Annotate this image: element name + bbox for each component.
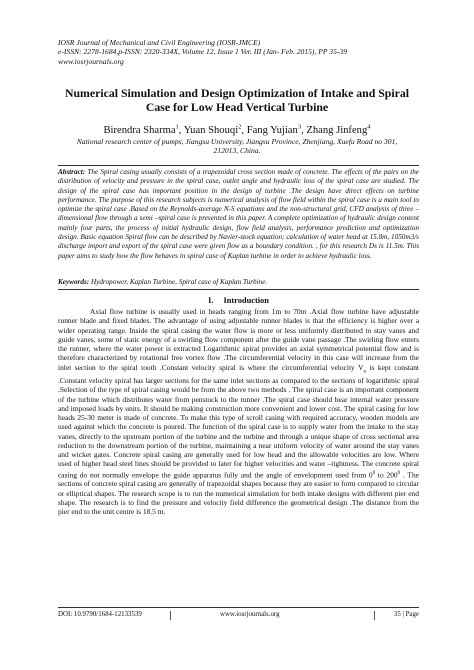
footer-separator (170, 611, 171, 620)
body-paragraph (58, 307, 419, 516)
author-affil-mark: 1 (175, 123, 179, 131)
section-title: Introduction (223, 296, 269, 305)
abstract-top-rule (58, 165, 419, 166)
author-name: Fang Yujian (246, 125, 298, 136)
abstract-bottom-rule (58, 289, 419, 290)
body-text: is kept constant .Constant velocity spiral has larger sections for the same inlet sections as compared to the sections of logarithmic spiral .Selection of the type of spiral casing would be from the above two methods . The spiral case is an important component of the turbine which distributes water from penstock to the runner .The spiral case should bear internal water pressure and imposed loads by units. It should be making construction more convenient and lower cost. The spiral casing for low heads 25-30 meter is made of concrete. To make this type of scroll casing with required accuracy, wooden models are used against which the concrete is poured. The function of the spiral case is to supply water from the intake to the stay vanes, directly to the upstream portion of the turbine and the turbine and through a unique shape of cross sectional area reduction to the downstream portion of the turbine, maintaining a near uniform velocity of water around the stay vanes and wicket gates. Concrete spiral casing are generally used for low head and the allowable velocities are low. Where used of higher head steel lines should be provided to later for higher velocities and water –tightness. The concrete spiral casing do not normally envelope the guide apparatus fully and the angle of envelopment used from 0 (58, 362, 419, 480)
journal-issn: e-ISSN: 2278-1684,p-ISSN: 2320-334X, Volume 12, Issue 1 Ver. III (Jan- Feb. 2015), PP 35-39 (58, 47, 347, 57)
author-separator: , (301, 125, 307, 136)
footer-doi: DOI: 10.9790/1684-12133539 (58, 611, 142, 618)
abstract (58, 168, 419, 261)
paper-title: Numerical Simulation and Design Optimization of Intake and Spiral Case for Low Head Vertical Turbine (64, 86, 410, 114)
footer-separator (374, 611, 375, 620)
author-separator: , (241, 125, 247, 136)
degree-mark: 0 (397, 470, 401, 476)
keywords-text: Hydropower, Kaplan Turbine, Spiral case of Kaplan Turbine. (89, 278, 268, 286)
affiliation: National research center of pumps, Jiangsu University, Jiangsu Province, Zhenjiang, Xuefu Road no 301, 212013, China. (76, 137, 398, 156)
footer-website: www.iosrjournals.org (220, 611, 280, 618)
author-name: Yuan Shouqi (183, 125, 239, 136)
page-footer (58, 609, 419, 621)
body-text: Axial flow turbine is usually used in heads ranging from 1m to 70m .Axial flow turbine have adjustable runner blade and fixed blades. The advantage of using adjustable runner blades is that the efficiency is higher over a wider operating range. Inside the spiral casing the water flow is more or less uniformly distributed to stay vanes and guide vanes, some of static energy of a swirling flow component after the guide vane passage .The swirling flow enters the runner, where the water power is extracted Logarithmic spiral provides an axial symmetrical potential flow and is therefore characterized by rotational free vortex flow .The circumferential velocity in this case will increase from the inlet section to the spiral tooth .Constant velocity spiral is where the circumferential velocity V (58, 307, 419, 372)
degree-mark: 0 (372, 470, 376, 476)
author-list (56, 124, 418, 137)
footer-rule (58, 607, 419, 608)
author-affil-mark: 3 (297, 123, 302, 131)
journal-name: IOSR Journal of Mechanical and Civil Engineering (IOSR-JMCE) (58, 38, 261, 47)
body-text: to 200 (375, 470, 398, 480)
author-name: Zhang Jinfeng (306, 125, 368, 136)
author-affil-mark: 2 (238, 123, 242, 131)
section-number: I. (208, 296, 214, 305)
footer-page-number: 35 | Page (393, 611, 419, 618)
keywords (58, 278, 419, 287)
author-name: Birendra Sharma (103, 125, 176, 136)
keywords-label: Keywords: (58, 278, 90, 286)
velocity-subscript: u (363, 368, 366, 374)
author-affil-mark: 4 (367, 123, 371, 131)
journal-website: www.iosrjournals.org (58, 56, 124, 66)
author-separator: , (178, 125, 184, 136)
abstract-text: The Spiral casing usually consists of a trapezoidal cross section made of concrete. The effects of the pairs on the distribution of velocity and pressure in the spiral case, outlet angle and hydraulic loss of the spiral case are studied. The design of the spiral case has important position in the design of turbine .The design have direct effects on turbine performance. The purpose of this research subjects is numerical analysis of flow field within the spiral case is a main tool to optimize the spiral case .Based on the Reynolds-average N-S equations and the non-structural grid, CFD analysis of three –dimensional flow through a semi –spiral case is presented in this paper. A complete optimization of hydraulic design content mainly four parts, the process of initial hydraulic design, flow field analysis, performance prediction and optimization design. Basic equation Spiral flow can be described by Navier-stock equation; calculation of water head at 15.8m, 1050m3/s discharge import and export of the spiral case were given flow as a boundary condition. , for this research Ds is 11.5m. This paper aims to study how the flow behaves in spiral case of Kaplan turbine in order to achieve hydraulic loss. (58, 168, 419, 260)
journal-header (58, 38, 438, 66)
body-text: . The sections of concrete spiral casing are generally of trapezoidal shapes because they are easier to form compared to circular or elliptical shapes. The research scope is to run the numerical simulation for both intake designs with different pier end shape. The research is to find the pressure and velocity field difference the geometrical design .The distance from the pier end to the unit centre is 18.5 m. (58, 470, 419, 517)
abstract-label: Abstract: (58, 168, 86, 176)
section-heading (58, 296, 419, 306)
